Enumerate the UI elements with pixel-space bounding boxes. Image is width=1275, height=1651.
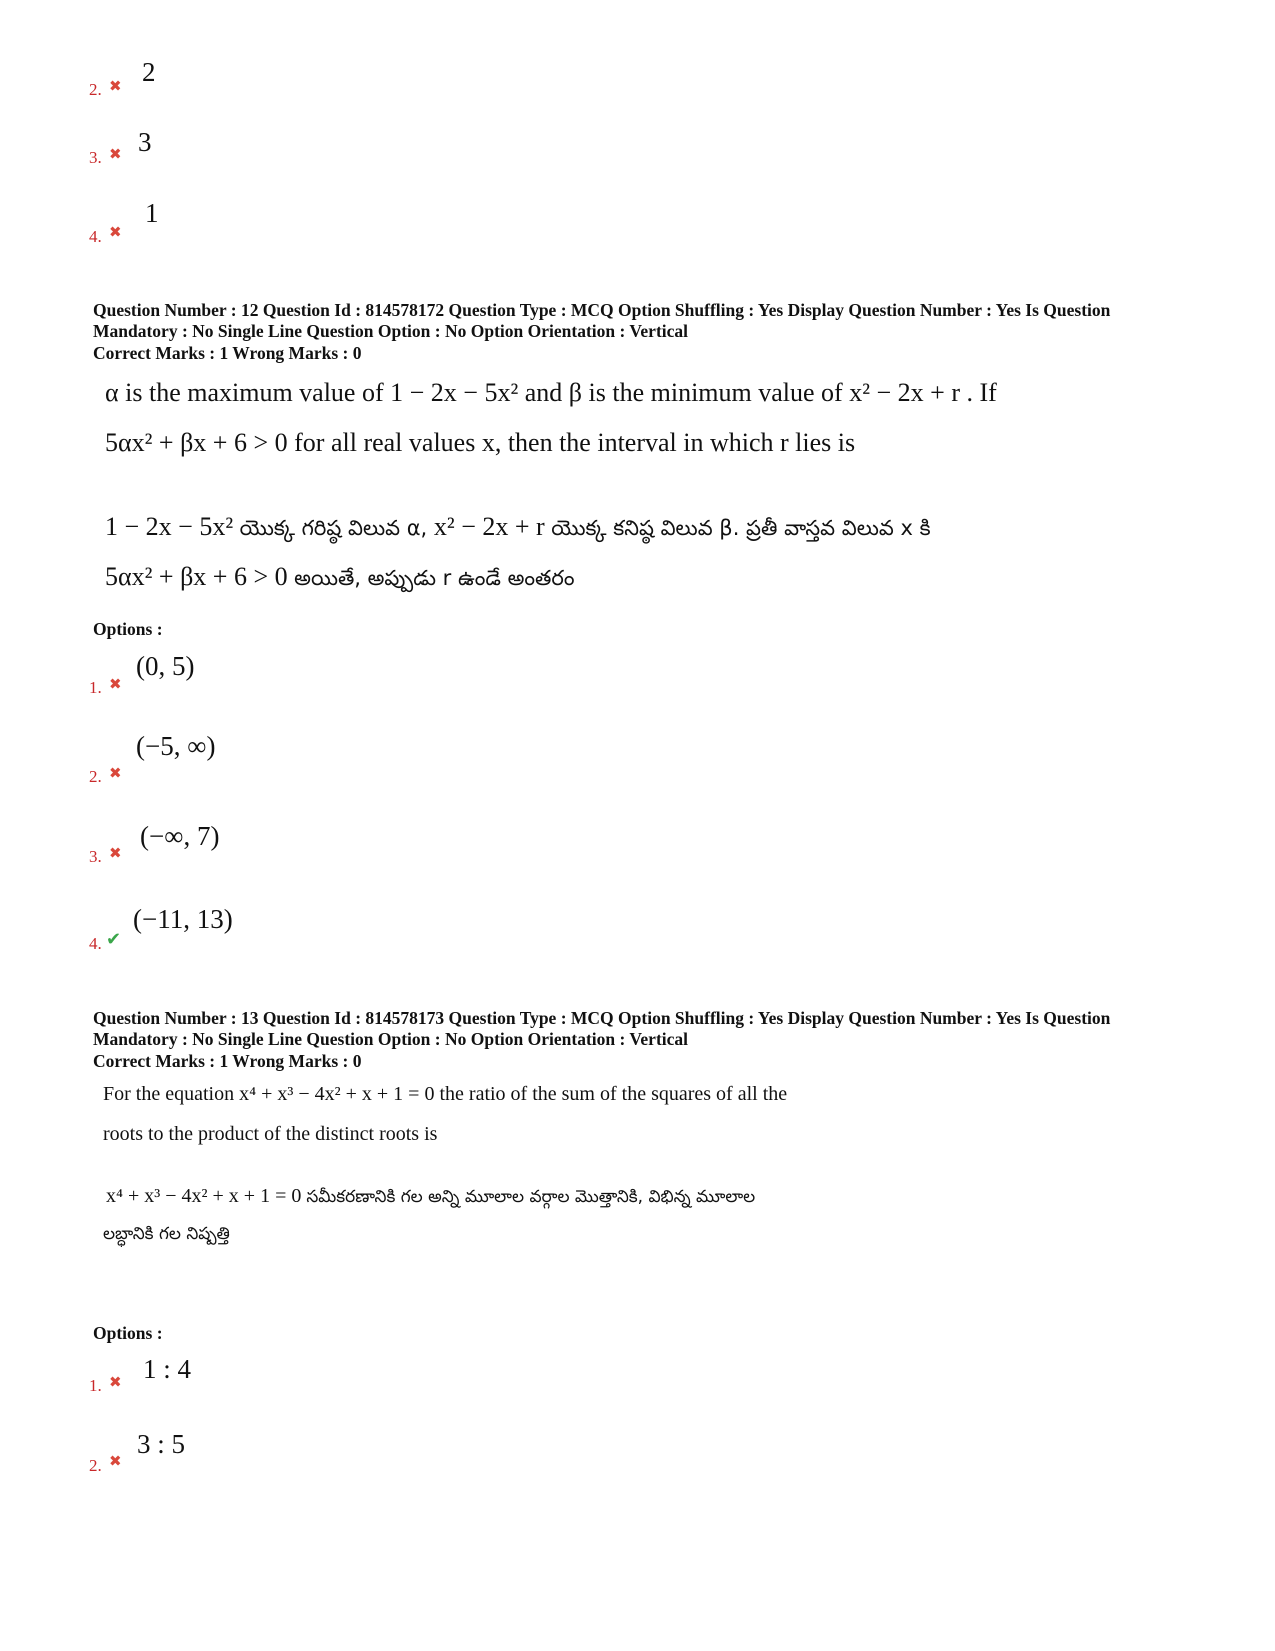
option-value: (−11, 13) — [133, 904, 233, 934]
option-value: (−5, ∞) — [136, 731, 216, 761]
option-value: 3 : 5 — [137, 1429, 186, 1459]
option-value: 3 — [138, 127, 152, 157]
option-number: 2. — [89, 1456, 102, 1475]
correct-check-icon: ✔ — [106, 929, 122, 950]
wrong-mark-icon: ✖ — [109, 1373, 122, 1391]
wrong-mark-icon: ✖ — [109, 764, 122, 782]
math-expression: x⁴ + x³ − 4x² + x + 1 = 0 — [239, 1083, 435, 1105]
math-expression: x² − 2x + r — [433, 512, 545, 541]
question-meta-line: Question Number : 13 Question Id : 814578173 Question Type : MCQ Option Shuffling : Yes Display Question Number : Yes Is Question — [93, 1008, 1111, 1028]
math-expression: x⁴ + x³ − 4x² + x + 1 = 0 — [106, 1185, 302, 1207]
question-text-english-line — [103, 1083, 787, 1106]
wrong-mark-icon: ✖ — [109, 223, 122, 241]
math-expression: 1 − 2x − 5x² — [105, 512, 234, 541]
option-number: 4. — [89, 934, 102, 953]
option-number: 2. — [89, 767, 102, 786]
question-meta-line: Mandatory : No Single Line Question Option : No Option Orientation : Vertical — [93, 1029, 689, 1049]
question-text-english-line: α is the maximum value of 1 − 2x − 5x² and β is the minimum value of x² − 2x + r . If — [105, 378, 997, 407]
question-marks: Correct Marks : 1 Wrong Marks : 0 — [93, 1051, 362, 1071]
question-text-english-line: 5αx² + βx + 6 > 0 for all real values x, then the interval in which r lies is — [105, 428, 856, 457]
question-meta — [93, 300, 1203, 342]
wrong-mark-icon: ✖ — [109, 1452, 122, 1470]
option-value: 1 : 4 — [143, 1354, 192, 1384]
question-text-english-line: roots to the product of the distinct roots is — [103, 1123, 438, 1145]
option-value: 2 — [142, 57, 156, 87]
option-number: 3. — [89, 847, 102, 866]
telugu-text: యొక్క గరిష్ఠ విలువ α, — [239, 516, 434, 540]
telugu-text: సమీకరణానికి గల అన్ని మూలాల వర్గాల మొత్తానికి, విభిన్న మూలాల — [306, 1187, 756, 1207]
option-number: 1. — [89, 678, 102, 697]
math-expression: 5αx² + βx + 6 > 0 — [105, 562, 288, 591]
question-meta — [93, 1008, 1203, 1050]
question-text-telugu-line — [106, 1185, 755, 1211]
options-label: Options : — [93, 619, 163, 639]
telugu-text: అయితే, అప్పుడు r ఉండే అంతరం — [294, 566, 575, 590]
question-text-telugu-line — [103, 1222, 230, 1248]
wrong-mark-icon: ✖ — [109, 77, 122, 95]
wrong-mark-icon: ✖ — [109, 844, 122, 862]
wrong-mark-icon: ✖ — [109, 675, 122, 693]
option-number: 3. — [89, 148, 102, 167]
question-meta-line: Question Number : 12 Question Id : 814578172 Question Type : MCQ Option Shuffling : Yes Display Question Number : Yes Is Question — [93, 300, 1111, 320]
wrong-mark-icon: ✖ — [109, 145, 122, 163]
question-text: For the equation — [103, 1083, 240, 1105]
question-text-telugu-line — [105, 562, 575, 596]
question-marks: Correct Marks : 1 Wrong Marks : 0 — [93, 343, 362, 363]
option-value: (0, 5) — [136, 651, 195, 681]
option-value: (−∞, 7) — [140, 821, 220, 851]
telugu-text: యొక్క కనిష్ఠ విలువ β. ప్రతీ వాస్తవ విలువ x కి — [551, 516, 931, 540]
option-value: 1 — [145, 198, 159, 228]
question-text-telugu-line — [105, 512, 931, 546]
question-meta-line: Mandatory : No Single Line Question Option : No Option Orientation : Vertical — [93, 321, 689, 341]
question-text: the ratio of the sum of the squares of all the — [439, 1083, 788, 1105]
option-number: 4. — [89, 227, 102, 246]
option-number: 2. — [89, 80, 102, 99]
telugu-text: లబ్ధానికి గల నిష్పత్తి — [103, 1224, 230, 1244]
options-label: Options : — [93, 1323, 163, 1343]
option-number: 1. — [89, 1376, 102, 1395]
